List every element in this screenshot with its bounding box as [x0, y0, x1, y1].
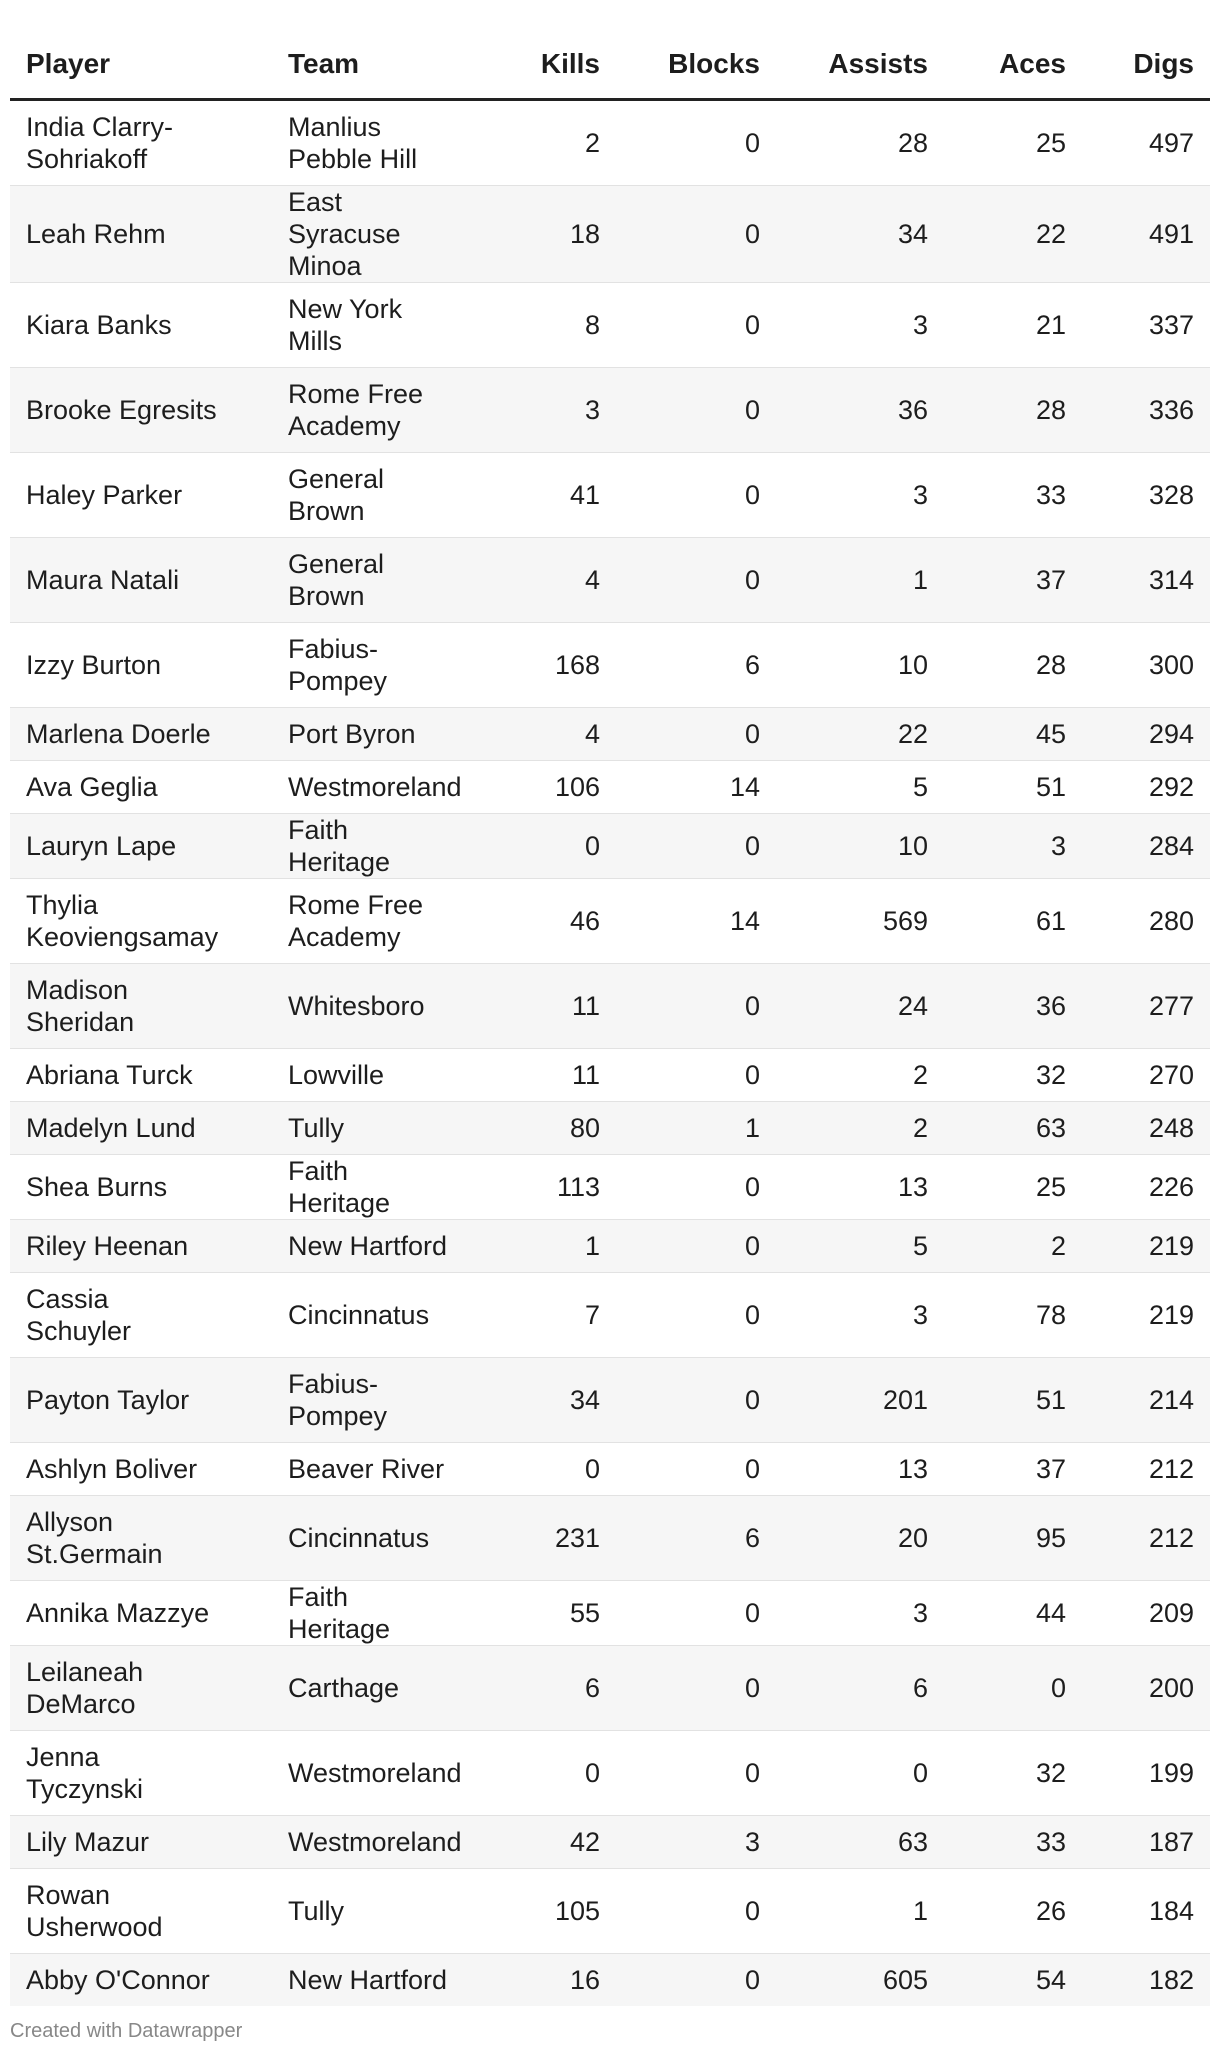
team-line: New York [288, 294, 403, 324]
table-row [10, 1581, 1210, 1646]
cell-assists: 1 [776, 538, 944, 623]
table-row [10, 1443, 1210, 1496]
team-line: Pompey [288, 666, 388, 696]
cell-aces: 33 [944, 453, 1082, 538]
cell-blocks: 0 [616, 1358, 776, 1443]
cell-player [10, 368, 272, 453]
cell-blocks: 0 [616, 100, 776, 186]
cell-kills: 41 [472, 453, 616, 538]
cell-digs: 182 [1082, 1954, 1210, 2007]
cell-kills: 46 [472, 879, 616, 964]
header-digs[interactable]: Digs [1082, 30, 1210, 100]
cell-assists: 1 [776, 1869, 944, 1954]
player-line: Shea Burns [26, 1172, 168, 1202]
player-line: Allyson [26, 1507, 114, 1537]
cell-aces: 25 [944, 1155, 1082, 1220]
team-line: Cincinnatus [288, 1523, 430, 1553]
cell-digs: 212 [1082, 1496, 1210, 1581]
team-line: Pompey [288, 1401, 388, 1431]
cell-aces: 51 [944, 761, 1082, 814]
cell-kills: 168 [472, 623, 616, 708]
cell-digs: 300 [1082, 623, 1210, 708]
player-line: Madison [26, 975, 129, 1005]
table-row [10, 368, 1210, 453]
player-line: Izzy Burton [26, 650, 162, 680]
cell-aces: 51 [944, 1358, 1082, 1443]
player-line: Leilaneah [26, 1657, 144, 1687]
cell-kills: 16 [472, 1954, 616, 2007]
team-line: Beaver River [288, 1454, 445, 1484]
cell-team [272, 186, 472, 283]
cell-digs: 314 [1082, 538, 1210, 623]
table-row [10, 623, 1210, 708]
team-line: Faith Heritage [288, 1582, 391, 1644]
table-row [10, 1869, 1210, 1954]
cell-player [10, 1954, 272, 2007]
table-row [10, 1816, 1210, 1869]
table-row [10, 964, 1210, 1049]
cell-player [10, 1646, 272, 1731]
cell-kills: 105 [472, 1869, 616, 1954]
cell-aces: 22 [944, 186, 1082, 283]
table-row [10, 1102, 1210, 1155]
cell-kills: 34 [472, 1358, 616, 1443]
cell-player [10, 100, 272, 186]
cell-kills: 8 [472, 283, 616, 368]
cell-assists: 3 [776, 283, 944, 368]
table-row [10, 879, 1210, 964]
cell-digs: 212 [1082, 1443, 1210, 1496]
team-line: Westmoreland [288, 772, 462, 802]
cell-digs: 187 [1082, 1816, 1210, 1869]
table-row [10, 1220, 1210, 1273]
cell-aces: 95 [944, 1496, 1082, 1581]
cell-kills: 2 [472, 100, 616, 186]
cell-kills: 113 [472, 1155, 616, 1220]
cell-aces: 28 [944, 368, 1082, 453]
table-row [10, 1358, 1210, 1443]
cell-player [10, 1869, 272, 1954]
cell-team [272, 1273, 472, 1358]
header-kills[interactable]: Kills [472, 30, 616, 100]
cell-team [272, 1731, 472, 1816]
cell-team [272, 1646, 472, 1731]
cell-digs: 219 [1082, 1273, 1210, 1358]
cell-team [272, 1443, 472, 1496]
cell-blocks: 0 [616, 708, 776, 761]
team-line: General [288, 464, 385, 494]
team-line: Westmoreland [288, 1758, 462, 1788]
stats-table [10, 30, 1210, 2006]
cell-assists: 24 [776, 964, 944, 1049]
cell-aces: 63 [944, 1102, 1082, 1155]
cell-team [272, 1954, 472, 2007]
cell-player [10, 1358, 272, 1443]
cell-assists: 13 [776, 1443, 944, 1496]
player-line: Thylia [26, 890, 99, 920]
team-line: Faith Heritage [288, 1156, 391, 1218]
player-line: Cassia [26, 1284, 109, 1314]
table-header [10, 30, 1210, 100]
cell-assists: 2 [776, 1049, 944, 1102]
cell-aces: 21 [944, 283, 1082, 368]
cell-player [10, 1816, 272, 1869]
cell-assists: 3 [776, 1273, 944, 1358]
cell-player [10, 1220, 272, 1273]
team-line: Faith Heritage [288, 815, 391, 877]
table-row [10, 1496, 1210, 1581]
cell-aces: 54 [944, 1954, 1082, 2007]
header-player[interactable]: Player [10, 30, 272, 100]
cell-assists: 22 [776, 708, 944, 761]
cell-digs: 219 [1082, 1220, 1210, 1273]
cell-assists: 5 [776, 1220, 944, 1273]
team-line: New Hartford [288, 1965, 448, 1995]
cell-digs: 199 [1082, 1731, 1210, 1816]
cell-digs: 184 [1082, 1869, 1210, 1954]
table-row [10, 1731, 1210, 1816]
cell-blocks: 0 [616, 538, 776, 623]
team-line: Academy [288, 411, 401, 441]
cell-aces: 32 [944, 1731, 1082, 1816]
cell-blocks: 0 [616, 1954, 776, 2007]
cell-aces: 45 [944, 708, 1082, 761]
team-line: Westmoreland [288, 1827, 462, 1857]
team-line: Minoa [288, 251, 362, 281]
cell-player [10, 1049, 272, 1102]
cell-team [272, 964, 472, 1049]
table-container [10, 30, 1210, 2006]
cell-team [272, 879, 472, 964]
team-line: Tully [288, 1113, 345, 1143]
cell-kills: 7 [472, 1273, 616, 1358]
table-row [10, 453, 1210, 538]
cell-assists: 2 [776, 1102, 944, 1155]
cell-player [10, 1581, 272, 1646]
cell-assists: 13 [776, 1155, 944, 1220]
player-line: Sohriakoff [26, 144, 148, 174]
cell-player [10, 538, 272, 623]
team-line: Brown [288, 581, 365, 611]
table-row [10, 1646, 1210, 1731]
cell-player [10, 964, 272, 1049]
cell-assists: 201 [776, 1358, 944, 1443]
team-line: Manlius [288, 112, 382, 142]
cell-digs: 214 [1082, 1358, 1210, 1443]
cell-blocks: 14 [616, 761, 776, 814]
cell-blocks: 0 [616, 964, 776, 1049]
player-line: Lily Mazur [26, 1827, 150, 1857]
cell-blocks: 1 [616, 1102, 776, 1155]
team-line: Fabius- [288, 634, 379, 664]
cell-blocks: 0 [616, 1155, 776, 1220]
table-row [10, 1049, 1210, 1102]
cell-blocks: 0 [616, 283, 776, 368]
cell-kills: 0 [472, 1443, 616, 1496]
cell-blocks: 0 [616, 1731, 776, 1816]
cell-aces: 44 [944, 1581, 1082, 1646]
team-line: Cincinnatus [288, 1300, 430, 1330]
cell-digs: 292 [1082, 761, 1210, 814]
cell-kills: 0 [472, 814, 616, 879]
cell-kills: 42 [472, 1816, 616, 1869]
player-line: Haley Parker [26, 480, 183, 510]
cell-kills: 11 [472, 964, 616, 1049]
cell-kills: 11 [472, 1049, 616, 1102]
cell-digs: 248 [1082, 1102, 1210, 1155]
cell-kills: 55 [472, 1581, 616, 1646]
cell-team [272, 708, 472, 761]
table-row [10, 538, 1210, 623]
header-team[interactable]: Team [272, 30, 472, 100]
cell-digs: 209 [1082, 1581, 1210, 1646]
cell-player [10, 283, 272, 368]
player-line: Ava Geglia [26, 772, 158, 802]
cell-assists: 6 [776, 1646, 944, 1731]
cell-team [272, 623, 472, 708]
cell-aces: 37 [944, 1443, 1082, 1496]
player-line: Annika Mazzye [26, 1598, 210, 1628]
cell-blocks: 0 [616, 453, 776, 538]
table-row [10, 708, 1210, 761]
table-row [10, 186, 1210, 283]
player-line: Maura Natali [26, 565, 180, 595]
cell-digs: 284 [1082, 814, 1210, 879]
table-row [10, 100, 1210, 186]
cell-team [272, 1496, 472, 1581]
player-line: Schuyler [26, 1316, 132, 1346]
player-line: Sheridan [26, 1007, 135, 1037]
cell-blocks: 0 [616, 1220, 776, 1273]
player-line: Madelyn Lund [26, 1113, 196, 1143]
cell-team [272, 1102, 472, 1155]
team-line: Mills [288, 326, 342, 356]
cell-team [272, 283, 472, 368]
cell-team [272, 1816, 472, 1869]
player-line: DeMarco [26, 1689, 136, 1719]
team-line: Lowville [288, 1060, 385, 1090]
cell-aces: 2 [944, 1220, 1082, 1273]
cell-aces: 32 [944, 1049, 1082, 1102]
table-body [10, 100, 1210, 2007]
cell-team [272, 1220, 472, 1273]
player-line: St.Germain [26, 1539, 163, 1569]
cell-digs: 277 [1082, 964, 1210, 1049]
team-line: Academy [288, 922, 401, 952]
header-row [10, 30, 1210, 100]
cell-player [10, 623, 272, 708]
player-line: India Clarry- [26, 112, 174, 142]
cell-blocks: 3 [616, 1816, 776, 1869]
cell-digs: 294 [1082, 708, 1210, 761]
cell-team [272, 1049, 472, 1102]
cell-player [10, 1155, 272, 1220]
cell-player [10, 453, 272, 538]
cell-team [272, 1155, 472, 1220]
team-line: Carthage [288, 1673, 400, 1703]
table-row [10, 1273, 1210, 1358]
cell-blocks: 0 [616, 1273, 776, 1358]
cell-aces: 25 [944, 100, 1082, 186]
cell-assists: 0 [776, 1731, 944, 1816]
player-line: Abby O'Connor [26, 1965, 210, 1995]
team-line: Brown [288, 496, 365, 526]
cell-blocks: 14 [616, 879, 776, 964]
cell-assists: 10 [776, 814, 944, 879]
team-line: Rome Free [288, 379, 424, 409]
cell-team [272, 100, 472, 186]
cell-blocks: 0 [616, 186, 776, 283]
cell-blocks: 0 [616, 368, 776, 453]
cell-assists: 605 [776, 1954, 944, 2007]
cell-assists: 28 [776, 100, 944, 186]
team-line: Rome Free [288, 890, 424, 920]
team-line: East Syracuse [288, 187, 401, 249]
team-line: Pebble Hill [288, 144, 418, 174]
player-line: Lauryn Lape [26, 831, 177, 861]
table-row [10, 761, 1210, 814]
cell-kills: 6 [472, 1646, 616, 1731]
cell-digs: 226 [1082, 1155, 1210, 1220]
player-line: Rowan [26, 1880, 111, 1910]
cell-blocks: 0 [616, 1581, 776, 1646]
cell-kills: 106 [472, 761, 616, 814]
cell-aces: 36 [944, 964, 1082, 1049]
table-row [10, 814, 1210, 879]
cell-assists: 3 [776, 1581, 944, 1646]
cell-player [10, 1443, 272, 1496]
cell-player [10, 1273, 272, 1358]
cell-player [10, 814, 272, 879]
player-line: Abriana Turck [26, 1060, 193, 1090]
cell-team [272, 368, 472, 453]
player-line: Brooke Egresits [26, 395, 217, 425]
cell-kills: 1 [472, 1220, 616, 1273]
cell-team [272, 761, 472, 814]
cell-assists: 3 [776, 453, 944, 538]
player-line: Kiara Banks [26, 310, 172, 340]
team-line: New Hartford [288, 1231, 448, 1261]
player-line: Riley Heenan [26, 1231, 189, 1261]
team-line: Port Byron [288, 719, 416, 749]
player-line: Marlena Doerle [26, 719, 211, 749]
cell-player [10, 879, 272, 964]
player-line: Leah Rehm [26, 219, 166, 249]
cell-aces: 0 [944, 1646, 1082, 1731]
cell-team [272, 538, 472, 623]
cell-player [10, 761, 272, 814]
cell-assists: 63 [776, 1816, 944, 1869]
cell-player [10, 1731, 272, 1816]
cell-digs: 270 [1082, 1049, 1210, 1102]
cell-team [272, 1358, 472, 1443]
cell-digs: 328 [1082, 453, 1210, 538]
player-line: Keoviengsamay [26, 922, 219, 952]
cell-kills: 4 [472, 538, 616, 623]
cell-aces: 61 [944, 879, 1082, 964]
cell-aces: 37 [944, 538, 1082, 623]
table-row [10, 1155, 1210, 1220]
cell-digs: 200 [1082, 1646, 1210, 1731]
cell-blocks: 0 [616, 1443, 776, 1496]
cell-digs: 336 [1082, 368, 1210, 453]
cell-assists: 5 [776, 761, 944, 814]
cell-kills: 0 [472, 1731, 616, 1816]
cell-team [272, 453, 472, 538]
cell-digs: 280 [1082, 879, 1210, 964]
cell-digs: 497 [1082, 100, 1210, 186]
cell-aces: 28 [944, 623, 1082, 708]
cell-player [10, 1496, 272, 1581]
header-aces[interactable]: Aces [944, 30, 1082, 100]
table-row [10, 1954, 1210, 2007]
cell-digs: 491 [1082, 186, 1210, 283]
cell-blocks: 0 [616, 1049, 776, 1102]
cell-assists: 36 [776, 368, 944, 453]
cell-assists: 569 [776, 879, 944, 964]
cell-team [272, 1869, 472, 1954]
team-line: Fabius- [288, 1369, 379, 1399]
player-line: Tyczynski [26, 1774, 144, 1804]
cell-assists: 34 [776, 186, 944, 283]
cell-aces: 3 [944, 814, 1082, 879]
cell-team [272, 1581, 472, 1646]
table-row [10, 283, 1210, 368]
cell-kills: 3 [472, 368, 616, 453]
cell-assists: 20 [776, 1496, 944, 1581]
cell-player [10, 708, 272, 761]
cell-blocks: 0 [616, 1646, 776, 1731]
cell-aces: 26 [944, 1869, 1082, 1954]
cell-blocks: 0 [616, 1869, 776, 1954]
cell-digs: 337 [1082, 283, 1210, 368]
cell-blocks: 6 [616, 623, 776, 708]
cell-kills: 80 [472, 1102, 616, 1155]
player-line: Usherwood [26, 1912, 163, 1942]
footer-credit: Created with Datawrapper [10, 2020, 243, 2042]
team-line: Whitesboro [288, 991, 425, 1021]
cell-aces: 78 [944, 1273, 1082, 1358]
cell-kills: 4 [472, 708, 616, 761]
cell-aces: 33 [944, 1816, 1082, 1869]
cell-team [272, 814, 472, 879]
team-line: General [288, 549, 385, 579]
cell-player [10, 1102, 272, 1155]
header-assists[interactable]: Assists [776, 30, 944, 100]
cell-kills: 231 [472, 1496, 616, 1581]
cell-assists: 10 [776, 623, 944, 708]
cell-blocks: 0 [616, 814, 776, 879]
player-line: Jenna [26, 1742, 100, 1772]
team-line: Tully [288, 1896, 345, 1926]
cell-player [10, 186, 272, 283]
header-blocks[interactable]: Blocks [616, 30, 776, 100]
cell-blocks: 6 [616, 1496, 776, 1581]
cell-kills: 18 [472, 186, 616, 283]
player-line: Payton Taylor [26, 1385, 190, 1415]
player-line: Ashlyn Boliver [26, 1454, 198, 1484]
